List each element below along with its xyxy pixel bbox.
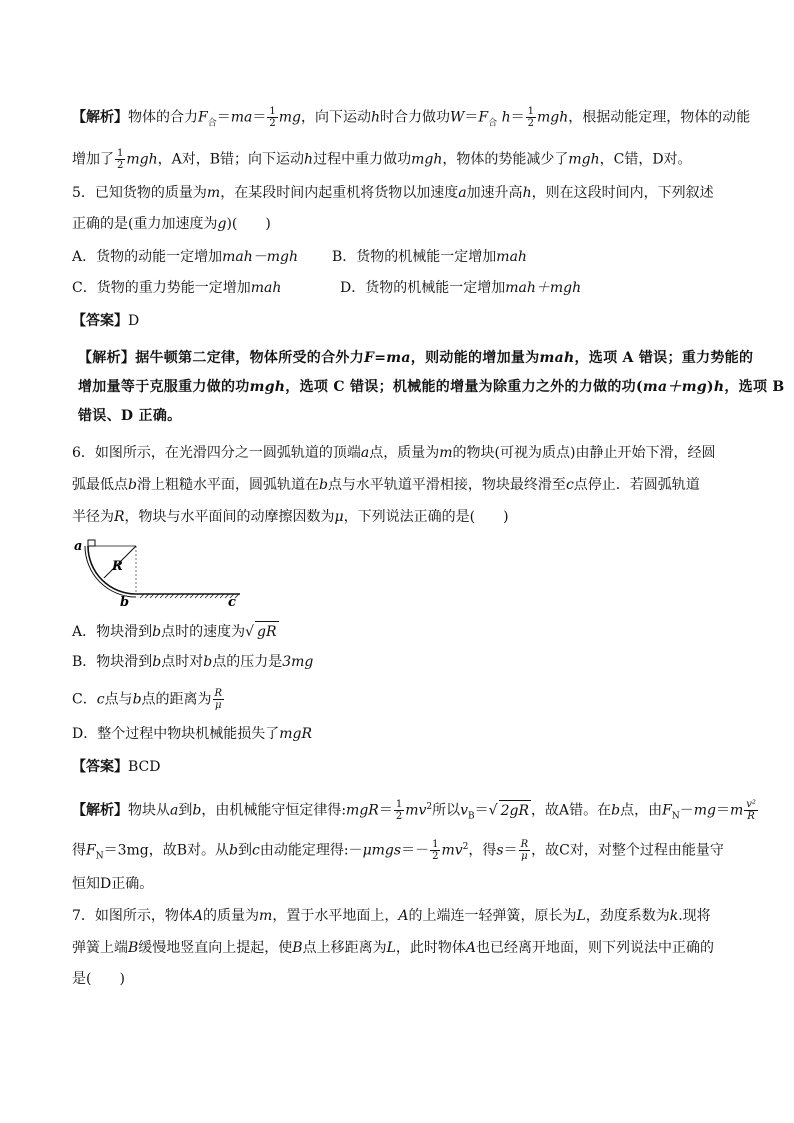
fraction-half: $\frac{1}{2}$ xyxy=(117,148,124,171)
q5-option-d: D．货物的机械能一定增加mah＋mgh xyxy=(340,280,582,296)
fraction-half: $\frac{1}{2}$ xyxy=(269,106,276,129)
question-6-line-2: 弧最低点b滑上粗糙水平面，圆弧轨道在b点与水平轨道平滑相接，物块最终滑至c点停止．若圆弧轨道 xyxy=(72,477,700,493)
q5-option-b: B．货物的机械能一定增加mah xyxy=(332,249,527,265)
q6-option-a: A．物块滑到b点时的速度为√ gR xyxy=(72,621,279,642)
q6-option-b: B．物块滑到b点时对b点的压力是3mg xyxy=(72,654,314,670)
fraction-half: $\frac{1}{2}$ xyxy=(527,106,534,129)
question-5-line-2: 正确的是(重力加速度为g)( ) xyxy=(72,216,271,232)
q6-option-c: C．c点与b点的距离为 $\frac{R}{\mu}$ xyxy=(72,688,223,711)
question-6-line-3: 半径为R，物块与水平面间的动摩擦因数为μ，下列说法正确的是( ) xyxy=(72,509,509,525)
label-a: a xyxy=(74,539,83,554)
fraction-r-mu: $\frac{R}{\mu}$ xyxy=(214,688,223,711)
analysis-line-1: 【解析】物体的合力$F_合=ma=$ $\frac{1}{2}$ mg，向下运动h时合力做功$W=F_合$ h＝ $\frac{1}{2}$ mgh，根据动能定理，物体的动能 xyxy=(72,106,751,129)
q5-option-c: C．货物的重力势能一定增加mah xyxy=(72,280,282,296)
q5-analysis-line-3: 错误、D 正确。 xyxy=(78,408,182,424)
q6-analysis-line-3: 恒知D正确。 xyxy=(72,876,154,892)
arc-track-figure xyxy=(68,538,248,608)
question-6-line-1: 6．如图所示，在光滑四分之一圆弧轨道的顶端a点，质量为m的物块(可视为质点)由静止开始下滑，经圆 xyxy=(72,445,716,461)
q6-answer: 【答案】BCD xyxy=(72,759,161,775)
question-7-line-1: 7．如图所示，物体A的质量为m，置于水平地面上，A的上端连一轻弹簧，原长为L，劲度系数为k.现将 xyxy=(72,908,711,924)
analysis-tag: 【解析】 xyxy=(72,109,128,126)
label-R: R xyxy=(112,559,123,574)
q5-analysis-line-2: 增加量等于克服重力做的功mgh，选项 C 错误；机械能的增量为除重力之外的力做的功(ma＋mg)h，选项 B xyxy=(78,379,785,395)
q6-analysis-line-2: 得$F_N=3mg$，故B对。从b到c由动能定理得:－μmgs＝－ $\frac{1}{2}$ $mv^2$，得s＝ $\frac{R}{\mu}$ ，故C对，对整个过程由能量守 xyxy=(72,839,724,863)
q5-option-a: A．货物的动能一定增加mah－mgh xyxy=(72,249,299,265)
question-7-line-3: 是( ) xyxy=(72,971,125,987)
question-7-line-2: 弹簧上端B缓慢地竖直向上提起，使B点上移距离为L，此时物体A也已经离开地面，则下列说法中正确的 xyxy=(72,940,715,956)
block xyxy=(88,540,95,546)
q5-analysis-line-1: 【解析】据牛顿第二定律，物体所受的合外力F=ma，则动能的增加量为mah，选项 A 错误；重力势能的 xyxy=(78,350,754,366)
label-c: c xyxy=(228,595,236,608)
label-b: b xyxy=(120,595,130,608)
question-5-line-1: 5．已知货物的质量为m，在某段时间内起重机将货物以加速度a加速升高h，则在这段时间内，下列叙述 xyxy=(72,185,714,201)
q6-option-d: D．整个过程中物块机械能损失了mgR xyxy=(72,726,313,742)
q6-analysis-line-1: 【解析】物块从a到b，由机械能守恒定律得:mgR＝ $\frac{1}{2}$ $mv^2$所以$v_B=√$ 2gR ，故A错。在b点，由$F_N-mg=m$ $\frac{\text{v²}}{R}$ xyxy=(72,799,756,823)
q5-answer: 【答案】D xyxy=(72,313,140,329)
analysis-line-2: 增加了 $\frac{1}{2}$ mgh，A对，B错；向下运动h过程中重力做功mgh，物体的势能减少了mgh，C错，D对。 xyxy=(72,148,692,171)
